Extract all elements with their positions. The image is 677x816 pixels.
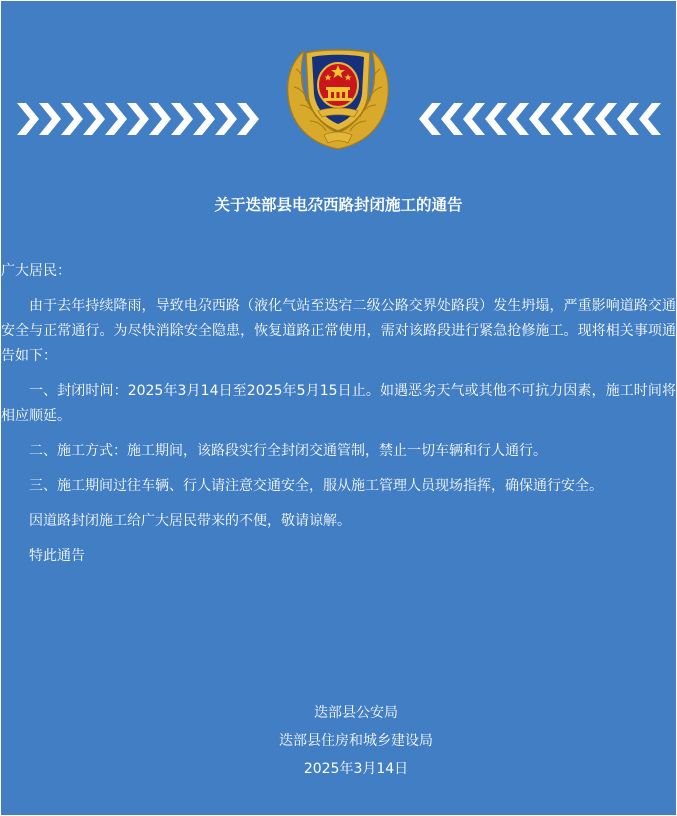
notice-paragraph-closing: 特此通告: [29, 548, 85, 564]
notice-page: [1, 1, 676, 815]
police-emblem-icon: [284, 39, 392, 151]
notice-paragraph-safety: 三、施工期间过往车辆、行人请注意交通安全，服从施工管理人员现场指挥，确保通行安全。: [29, 478, 603, 494]
notice-paragraph-apology: 因道路封闭施工给广大居民带来的不便，敬请谅解。: [29, 513, 351, 529]
notice-greeting: 广大居民：: [1, 263, 71, 279]
notice-paragraph-intro: 由于去年持续降雨，导致电尕西路（液化气站至迭宕二级公路交界处路段）发生坍塌，严重影响道路交通安全与正常通行。为尽快消除安全隐患，恢复道路正常使用，需对该路段进行紧急抢修施工。现将相关事项通告如下：: [1, 298, 676, 364]
issuer-housing-construction: 迭部县住房和城乡建设局: [279, 733, 433, 749]
notice-header: [1, 1, 676, 171]
notice-date: 2025年3月14日: [303, 761, 409, 777]
notice-paragraph-construction-method: 二、施工方式：施工期间，该路段实行全封闭交通管制，禁止一切车辆和行人通行。: [29, 443, 547, 459]
notice-paragraph-closure-time: 一、封闭时间：2025年3月14日至2025年5月15日止。如遇恶劣天气或其他不可抗力因素，施工时间将相应顺延。: [1, 383, 676, 424]
left-chevron-banner-icon: [15, 101, 265, 137]
right-chevron-banner-icon: [415, 101, 665, 137]
notice-signature: [1, 699, 676, 783]
notice-title: 关于迭部县电尕西路封闭施工的通告: [214, 196, 463, 214]
notice-body: [1, 259, 676, 569]
issuer-public-security: 迭部县公安局: [314, 705, 398, 721]
